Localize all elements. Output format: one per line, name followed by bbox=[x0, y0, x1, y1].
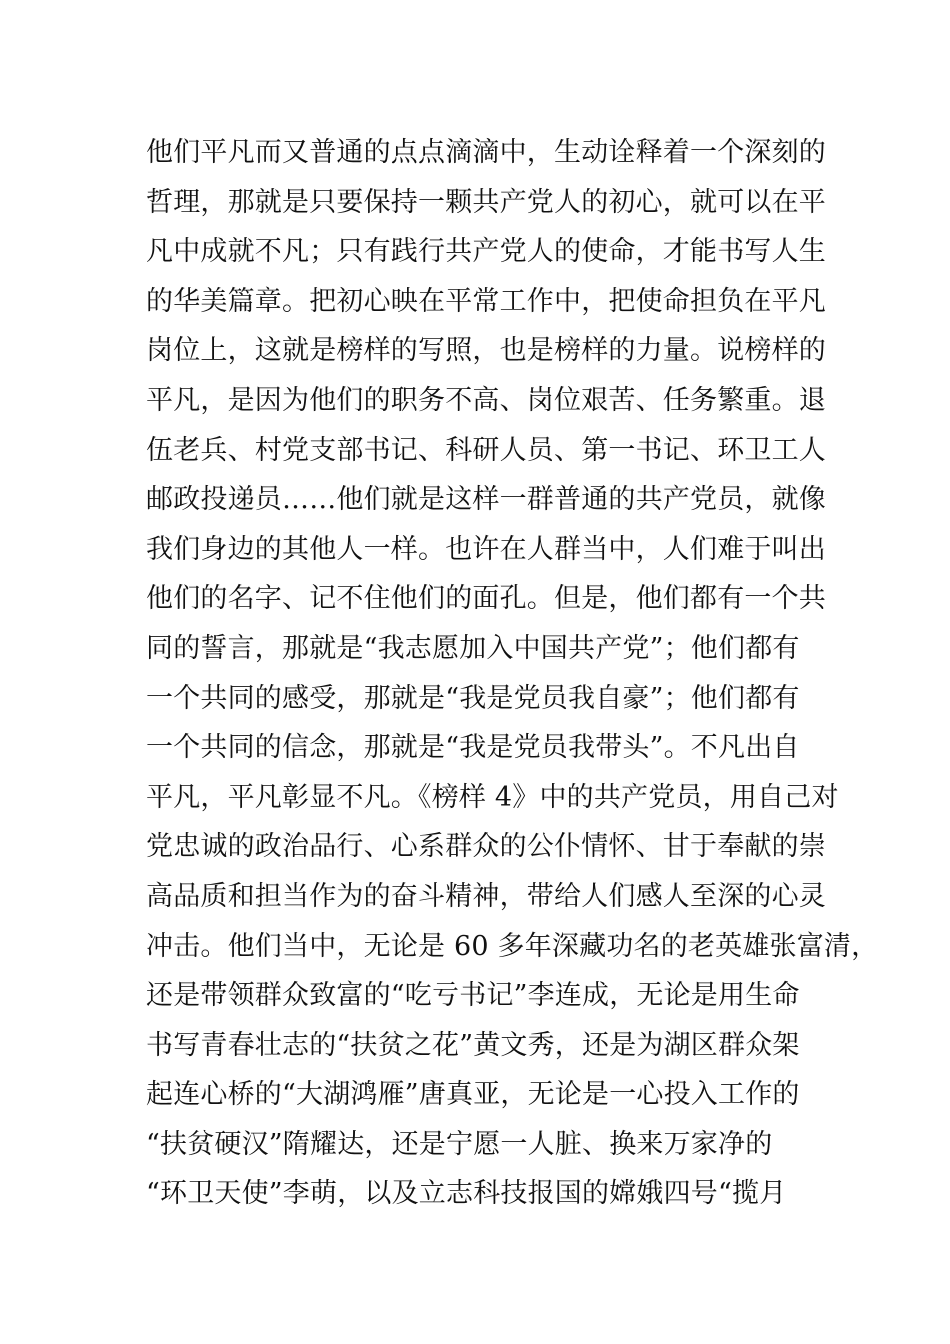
text-line: 一个共同的信念，那就是“我是党员我带头”。不凡出自 bbox=[146, 732, 800, 764]
text-line: 岗位上，这就是榜样的写照，也是榜样的力量。说榜样的 bbox=[146, 335, 826, 367]
text-line: 一个共同的感受，那就是“我是党员我自豪”；他们都有 bbox=[146, 682, 800, 714]
text-line: “扶贫硬汉”隋耀达，还是宁愿一人脏、换来万家净的 bbox=[146, 1128, 773, 1160]
text-line: 他们的名字、记不住他们的面孔。但是，他们都有一个共 bbox=[146, 583, 826, 615]
text-line: 他们平凡而又普通的点点滴滴中，生动诠释着一个深刻的 bbox=[146, 137, 826, 168]
text-line: 起连心桥的“大湖鸿雁”唐真亚，无论是一心投入工作的 bbox=[146, 1079, 800, 1111]
text-line: “环卫天使”李萌，以及立志科技报国的嫦娥四号“揽月 bbox=[146, 1178, 787, 1210]
text-line: 我们身边的其他人一样。也许在人群当中，人们难于叫出 bbox=[146, 533, 826, 565]
text-line: 还是带领群众致富的“吃亏书记”李连成，无论是用生命 bbox=[146, 980, 800, 1012]
text-line: 凡中成就不凡；只有践行共产党人的使命，才能书写人生 bbox=[146, 236, 826, 268]
text-line: 冲击。他们当中，无论是 60 多年深藏功名的老英雄张富清， bbox=[146, 930, 879, 962]
text-line: 书写青春壮志的“扶贫之花”黄文秀，还是为湖区群众架 bbox=[146, 1029, 800, 1061]
text-line: 哲理，那就是只要保持一颗共产党人的初心，就可以在平 bbox=[146, 186, 826, 218]
body-text bbox=[146, 128, 879, 1219]
text-line: 平凡，是因为他们的职务不高、岗位艰苦、任务繁重。退 bbox=[146, 384, 826, 416]
text-line: 邮政投递员……他们就是这样一群普通的共产党员，就像 bbox=[146, 484, 826, 516]
text-line: 同的誓言，那就是“我志愿加入中国共产党”；他们都有 bbox=[146, 632, 800, 664]
text-line: 的华美篇章。把初心映在平常工作中，把使命担负在平凡 bbox=[146, 285, 826, 317]
text-line: 高品质和担当作为的奋斗精神，带给人们感人至深的心灵 bbox=[146, 880, 826, 912]
text-line: 党忠诚的政治品行、心系群众的公仆情怀、甘于奉献的崇 bbox=[146, 831, 826, 863]
text-line: 伍老兵、村党支部书记、科研人员、第一书记、环卫工人 bbox=[146, 434, 826, 466]
text-line: 平凡，平凡彰显不凡。《榜样 4》中的共产党员，用自己对 bbox=[146, 781, 839, 813]
